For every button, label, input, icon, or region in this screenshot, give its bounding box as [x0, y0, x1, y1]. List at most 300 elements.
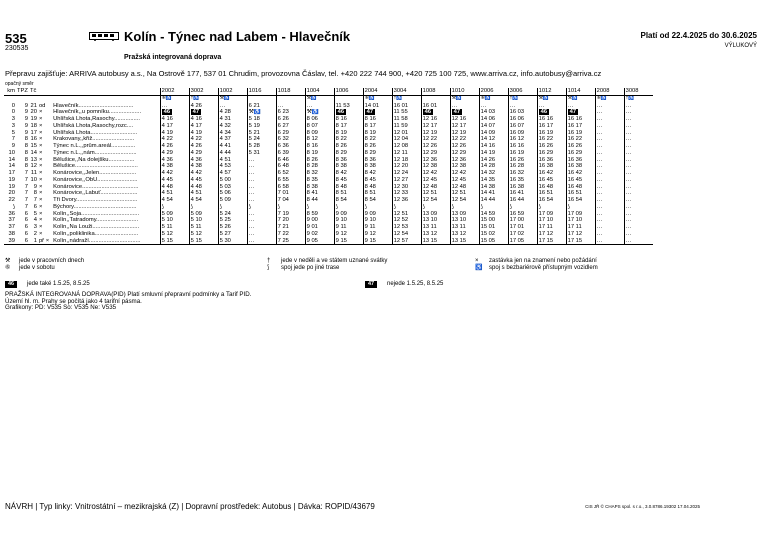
- departure-time: 8 29: [363, 150, 392, 157]
- departure-time: 4 31: [218, 116, 247, 123]
- note-badge: 46: [163, 109, 171, 116]
- departure-time: 8 45: [363, 177, 392, 184]
- stop-flag: ×: [38, 217, 43, 224]
- departure-time: …: [305, 103, 334, 110]
- bus-icon: [89, 32, 119, 41]
- table-row: [4, 217, 653, 224]
- legend-item: [267, 265, 339, 272]
- departure-time: 5 12: [160, 231, 189, 238]
- trip-marks: ⑥♿: [363, 95, 392, 102]
- pid-notes: [5, 292, 251, 312]
- departure-time: …: [595, 123, 624, 130]
- departure-time: 8 12: [305, 136, 334, 143]
- header-row: [4, 88, 653, 95]
- table-row: [4, 170, 653, 177]
- departure-time: 12 54: [450, 197, 479, 204]
- departure-time: …: [595, 197, 624, 204]
- tc-value: 5: [33, 210, 37, 217]
- departure-time: 12 30: [392, 184, 421, 191]
- departure-time: 17 15: [566, 238, 595, 245]
- departure-time: 4 29: [160, 150, 189, 157]
- stop-name: Tři Dvory......................................: [53, 197, 138, 203]
- table-row: [4, 109, 653, 116]
- stop-name: Uhlířská Lhota,Rasochy,rozc....: [53, 122, 134, 129]
- stop-flag: od: [38, 102, 46, 109]
- departure-time: 8 22: [363, 136, 392, 143]
- stop-name: Uhlířská Lhota,Rasochy................: [53, 116, 140, 122]
- stop-name: Býchory.......................................: [53, 203, 137, 210]
- departure-time: 17 01: [508, 224, 537, 231]
- trip-marks: [276, 95, 305, 102]
- km-value: 3: [11, 116, 15, 122]
- departure-time: 4 17: [189, 123, 218, 130]
- departure-time: 4 16: [189, 116, 218, 123]
- km-value: 3: [11, 122, 15, 129]
- tpz-value: 9: [24, 109, 28, 116]
- departure-time: ⟆: [247, 204, 276, 211]
- departure-time: 17 00: [508, 217, 537, 224]
- km-value: 19: [8, 176, 15, 183]
- departure-time: 6 55: [276, 177, 305, 184]
- tc-value: 14: [30, 149, 37, 156]
- departure-time: 4 36: [160, 157, 189, 164]
- tpz-value: 7: [24, 203, 28, 210]
- departure-time: …: [595, 177, 624, 184]
- note-badge: 47: [569, 109, 577, 116]
- tc-value: 6: [33, 203, 37, 210]
- departure-time: 12 26: [421, 143, 450, 150]
- departure-time: 5 15: [160, 238, 189, 245]
- pid-note-line: Grafikony: PD: V535 So: V535 Ne: V535: [5, 304, 117, 312]
- tpz-value: 8: [24, 156, 28, 163]
- timetable: [4, 88, 653, 245]
- departure-time: 5 24: [218, 211, 247, 218]
- departure-time: …: [595, 224, 624, 231]
- departure-time: 8 42: [334, 170, 363, 177]
- departure-time: 16 48: [537, 184, 566, 191]
- table-row: [4, 130, 653, 137]
- departure-time: 14 38: [479, 184, 508, 191]
- departure-time: …: [595, 211, 624, 218]
- footer: NÁVRH | Typ linky: Vnitrostátní – mezikrajská (Z) | Dopravní prostředek: Autobus | Dávka: ROPID/43679: [5, 502, 375, 511]
- departure-time: …: [595, 103, 624, 110]
- departure-time: 5 24: [247, 136, 276, 143]
- stop-name: Hlavečník..................................: [53, 102, 134, 109]
- departure-time: 8 28: [305, 163, 334, 170]
- departure-time: 4 44: [218, 150, 247, 157]
- departure-time: 9 05: [305, 238, 334, 245]
- departure-time: 16 36: [566, 157, 595, 164]
- departure-time: 8 45: [334, 177, 363, 184]
- tpz-value: 6: [16, 238, 29, 245]
- departure-time: 14 16: [479, 143, 508, 150]
- departure-time: 12 19: [450, 130, 479, 137]
- departure-time: 8 26: [305, 157, 334, 164]
- marks-row: [4, 95, 653, 102]
- col-head-tpz: TPZ: [17, 88, 28, 94]
- departure-time: 8 42: [363, 170, 392, 177]
- trip-number: 1002: [218, 88, 247, 95]
- departure-time: 17 12: [566, 231, 595, 238]
- departure-time: 5 19: [247, 123, 276, 130]
- departure-time: 7 01: [276, 190, 305, 197]
- departure-time: 16 59: [508, 211, 537, 218]
- trip-marks: ⚒♿: [537, 95, 566, 102]
- departure-time: 12 45: [421, 177, 450, 184]
- stop-name: Týnec n.L.,,nám..........................: [53, 149, 137, 156]
- departure-time: 9 11: [334, 224, 363, 231]
- tc-value: 12: [30, 163, 37, 170]
- legend-symbol: ×: [475, 258, 479, 264]
- departure-time: 12 38: [450, 163, 479, 170]
- tpz-value: 8: [24, 163, 28, 170]
- departure-time: 7 22: [276, 231, 305, 238]
- departure-time: …: [247, 190, 276, 197]
- departure-time: 17 11: [566, 224, 595, 231]
- departure-time: 12 48: [421, 184, 450, 191]
- departure-time: …: [276, 103, 305, 110]
- departure-time: …: [450, 103, 479, 110]
- departure-time: 8 38: [334, 163, 363, 170]
- departure-time: 11 58: [392, 116, 421, 123]
- departure-time: 16 54: [537, 197, 566, 204]
- departure-time: 12 57: [392, 238, 421, 245]
- departure-time: 13 11: [450, 224, 479, 231]
- departure-time: 4 37: [218, 136, 247, 143]
- trip-marks: ⑥♿: [160, 95, 189, 102]
- departure-time: 4 26: [160, 143, 189, 150]
- trip-number: 2004: [363, 88, 392, 95]
- departure-time: [334, 109, 363, 116]
- legend-text: zastávka jen na znamení nebo požádání: [489, 258, 597, 264]
- departure-time: 6 46: [276, 157, 305, 164]
- departure-time: 8 54: [363, 197, 392, 204]
- trip-number: 3004: [392, 88, 421, 95]
- departure-time: 9 11: [363, 224, 392, 231]
- departure-time: 4 48: [189, 184, 218, 191]
- trip-marks: †♿: [624, 95, 653, 102]
- table-row: [4, 184, 653, 191]
- departure-time: 8 44: [305, 197, 334, 204]
- departure-time: 12 20: [392, 163, 421, 170]
- departure-time: 16 01: [421, 103, 450, 110]
- departure-time: …: [218, 103, 247, 110]
- departure-time: [450, 109, 479, 116]
- stop-name: Kolín,,Tatradomy..........................: [53, 217, 139, 224]
- departure-time: 9 00: [305, 217, 334, 224]
- km-value: 20: [8, 190, 15, 197]
- departure-time: 6 26: [276, 116, 305, 123]
- departure-time: 12 27: [392, 177, 421, 184]
- note-badge: 46: [424, 109, 432, 116]
- departure-time: 16 16: [537, 116, 566, 123]
- departure-time: 12 04: [392, 136, 421, 143]
- departure-time: 6 36: [276, 143, 305, 150]
- departure-time: 5 09: [189, 211, 218, 218]
- departure-time: 8 51: [334, 190, 363, 197]
- departure-time: 16 42: [566, 170, 595, 177]
- departure-time: …: [595, 157, 624, 164]
- departure-time: 14 09: [479, 130, 508, 137]
- departure-time: 14 26: [479, 157, 508, 164]
- departure-time: 8 17: [334, 123, 363, 130]
- departure-time: 8 36: [334, 157, 363, 164]
- stop-name: Konárovice,,ObÚ.........................: [53, 176, 138, 183]
- legend-item: [475, 258, 597, 265]
- departure-time: 16 48: [566, 184, 595, 191]
- tc-value: 16: [30, 136, 37, 143]
- departure-time: …: [247, 197, 276, 204]
- tc-value: 15: [30, 143, 37, 149]
- departure-time: 11 53: [334, 103, 363, 110]
- stop-flag: ×: [38, 156, 43, 163]
- departure-time: …: [595, 109, 624, 116]
- departure-time: 4 54: [160, 197, 189, 204]
- stop-flag: ×: [38, 116, 43, 122]
- tc-value: 19: [30, 116, 37, 122]
- departure-time: 5 11: [160, 224, 189, 231]
- departure-time: 9 10: [334, 217, 363, 224]
- km-value: 5: [11, 129, 15, 136]
- tc-value: 1: [29, 238, 38, 245]
- departure-time: 16 51: [566, 190, 595, 197]
- departure-time: 4 48: [160, 184, 189, 191]
- departure-time: 4 57: [218, 170, 247, 177]
- line-code: 230535: [5, 45, 29, 52]
- departure-time: 14 01: [363, 103, 392, 110]
- stop-flag: ×: [38, 149, 43, 156]
- departure-time: 12 18: [392, 157, 421, 164]
- departure-time: 16 29: [537, 150, 566, 157]
- km-value: 38: [8, 230, 15, 237]
- departure-time: …: [566, 103, 595, 110]
- departure-time: …: [247, 170, 276, 177]
- trip-number: 3006: [508, 88, 537, 95]
- departure-time: 12 54: [421, 197, 450, 204]
- departure-time: 11 59: [392, 123, 421, 130]
- tc-value: 20: [30, 109, 37, 116]
- trip-marks: [421, 95, 450, 102]
- tpz-value: 6: [24, 230, 28, 237]
- departure-time: 12 51: [392, 211, 421, 218]
- departure-time: 16 41: [508, 190, 537, 197]
- tc-value: 8: [33, 190, 37, 197]
- trip-number: 1018: [276, 88, 305, 95]
- tpz-value: 6: [24, 224, 28, 230]
- legend-text: jede v neděli a ve státem uznané svátky: [281, 258, 388, 264]
- departure-time: 8 35: [305, 177, 334, 184]
- departure-time: 5 25: [218, 217, 247, 224]
- departure-time: 14 44: [479, 197, 508, 204]
- departure-time: 13 11: [421, 224, 450, 231]
- table-row: [4, 116, 653, 123]
- departure-time: 7 19: [276, 211, 305, 218]
- stop-name: Kolín,,Na Louži.............................: [53, 224, 140, 230]
- legend-item: [5, 258, 84, 265]
- departure-time: 12 17: [421, 123, 450, 130]
- tc-value: 7: [33, 197, 37, 203]
- col-head-stop: [50, 88, 160, 95]
- departure-time: 4 54: [189, 197, 218, 204]
- departure-time: 8 16: [363, 116, 392, 123]
- legend-text: jede v sobotu: [19, 265, 55, 271]
- departure-time: 17 12: [537, 231, 566, 238]
- km-value: 0: [11, 102, 15, 109]
- departure-time: …: [247, 238, 276, 245]
- stop-flag: ×: [38, 210, 43, 217]
- departure-time: 12 36: [421, 157, 450, 164]
- note-badge: 46: [337, 109, 345, 116]
- departure-time: 17 11: [537, 224, 566, 231]
- departure-time: 15 00: [479, 217, 508, 224]
- departure-time: 16 54: [566, 197, 595, 204]
- departure-time: 16 35: [508, 177, 537, 184]
- departure-time: 8 06: [305, 116, 334, 123]
- departure-time: 16 28: [508, 163, 537, 170]
- departure-time: 4 29: [189, 150, 218, 157]
- departure-time: 4 22: [160, 136, 189, 143]
- departure-time: …: [624, 116, 653, 123]
- departure-time: 16 36: [537, 157, 566, 164]
- departure-time: [363, 109, 392, 116]
- stop-name: Konárovice...................................: [53, 183, 139, 190]
- departure-time: 16 38: [537, 163, 566, 170]
- departure-time: ⟆: [218, 204, 247, 211]
- departure-time: …: [595, 143, 624, 150]
- departure-time: 8 29: [334, 150, 363, 157]
- departure-time: 4 51: [189, 190, 218, 197]
- departure-time: 9 02: [305, 231, 334, 238]
- departure-time: 4 53: [218, 163, 247, 170]
- departure-time: …: [624, 109, 653, 116]
- departure-time: 8 16: [334, 116, 363, 123]
- departure-time: 8 22: [334, 136, 363, 143]
- departure-time: 14 07: [479, 123, 508, 130]
- tc-value: 11: [30, 170, 37, 176]
- trip-marks: ⚒♿: [450, 95, 479, 102]
- departure-time: 16 01: [392, 103, 421, 110]
- departure-time: …: [595, 184, 624, 191]
- departure-time: 8 41: [305, 190, 334, 197]
- stop-flag: ×: [38, 203, 43, 210]
- tpz-value: 7: [24, 183, 28, 190]
- note-badge: 47: [365, 281, 377, 288]
- departure-time: [160, 109, 189, 116]
- stop-flag: ×: [38, 190, 43, 197]
- trip-marks: ⚒♿: [218, 95, 247, 102]
- departure-time: 4 34: [218, 130, 247, 137]
- departure-time: 6 27: [276, 123, 305, 130]
- departure-time: 6 39: [276, 150, 305, 157]
- departure-time: 8 38: [363, 163, 392, 170]
- note-badge: 47: [453, 109, 461, 116]
- tc-value: 21: [30, 102, 37, 109]
- departure-time: 4 51: [218, 157, 247, 164]
- departure-time: …: [595, 190, 624, 197]
- departure-time: 16 16: [566, 116, 595, 123]
- trip-number: 2006: [479, 88, 508, 95]
- departure-time: ⟆: [421, 204, 450, 211]
- departure-time: 16 22: [537, 136, 566, 143]
- departure-time: 5 10: [160, 217, 189, 224]
- departure-time: ⟆: [508, 204, 537, 211]
- departure-time: 16 26: [508, 157, 537, 164]
- table-row: [4, 163, 653, 170]
- marks-tpz: [16, 95, 29, 102]
- departure-time: 12 16: [450, 116, 479, 123]
- km-value: 14: [8, 163, 15, 170]
- departure-time: 4 42: [189, 170, 218, 177]
- trip-number: 1012: [537, 88, 566, 95]
- trip-number: 1008: [421, 88, 450, 95]
- pid-note-line: PRAŽSKÁ INTEGROVANÁ DOPRAVA(PID) Platí smluvní přepravní podmínky a Tarif PID.: [5, 291, 252, 298]
- km-value: ⟆: [12, 203, 15, 210]
- departure-time: 14 12: [479, 136, 508, 143]
- stop-name: Konárovice,,Labuť.......................: [53, 190, 138, 197]
- departure-time: 4 17: [160, 123, 189, 130]
- departure-time: …: [595, 231, 624, 238]
- departure-time: …: [247, 177, 276, 184]
- departure-time: …: [624, 231, 653, 238]
- stop-name: Bělušice.......................................: [53, 163, 138, 170]
- departure-time: 17 15: [537, 238, 566, 245]
- departure-time: 4 26: [189, 143, 218, 150]
- departure-time: 8 51: [363, 190, 392, 197]
- departure-time: …: [160, 103, 189, 110]
- stop-flag: ×: [38, 224, 43, 230]
- departure-time: 13 09: [450, 211, 479, 218]
- departure-time: 16 07: [508, 123, 537, 130]
- departure-time: …: [624, 143, 653, 150]
- departure-time: 16 17: [566, 123, 595, 130]
- departure-time: [421, 109, 450, 116]
- departure-time: 16 19: [537, 130, 566, 137]
- departure-time: 17 05: [508, 238, 537, 245]
- trip-marks: ⑥♿: [479, 95, 508, 102]
- stop-name: Krakovany,,křiž..........................: [53, 136, 135, 143]
- departure-time: 5 28: [247, 143, 276, 150]
- trip-number: 3002: [189, 88, 218, 95]
- departure-time: 16 45: [537, 177, 566, 184]
- departure-time: 16 19: [566, 130, 595, 137]
- departure-time: …: [247, 184, 276, 191]
- stop-flag: ×: [38, 122, 43, 129]
- table-row: [4, 123, 653, 130]
- stop-name: Týnec n.L.,,prům.areál...............: [53, 143, 136, 149]
- departure-time: …: [247, 224, 276, 231]
- table-row: [4, 224, 653, 231]
- departure-time: 16 09: [508, 130, 537, 137]
- trip-number: 1006: [334, 88, 363, 95]
- departure-time: 17 10: [566, 217, 595, 224]
- departure-time: 17 10: [537, 217, 566, 224]
- departure-time: 16 44: [508, 197, 537, 204]
- departure-time: 12 54: [392, 231, 421, 238]
- departure-time: ⟆: [363, 204, 392, 211]
- departure-time: …: [624, 163, 653, 170]
- departure-time: 5 27: [218, 231, 247, 238]
- legend-item: [475, 265, 598, 272]
- departure-time: 9 12: [334, 231, 363, 238]
- km-value: 10: [8, 149, 15, 156]
- tpz-value: 7: [24, 176, 28, 183]
- departure-time: [537, 109, 566, 116]
- departure-time: 13 12: [421, 231, 450, 238]
- departure-time: 8 48: [334, 184, 363, 191]
- tc-value: 9: [33, 183, 37, 190]
- departure-time: 12 45: [450, 177, 479, 184]
- departure-time: 8 19: [305, 150, 334, 157]
